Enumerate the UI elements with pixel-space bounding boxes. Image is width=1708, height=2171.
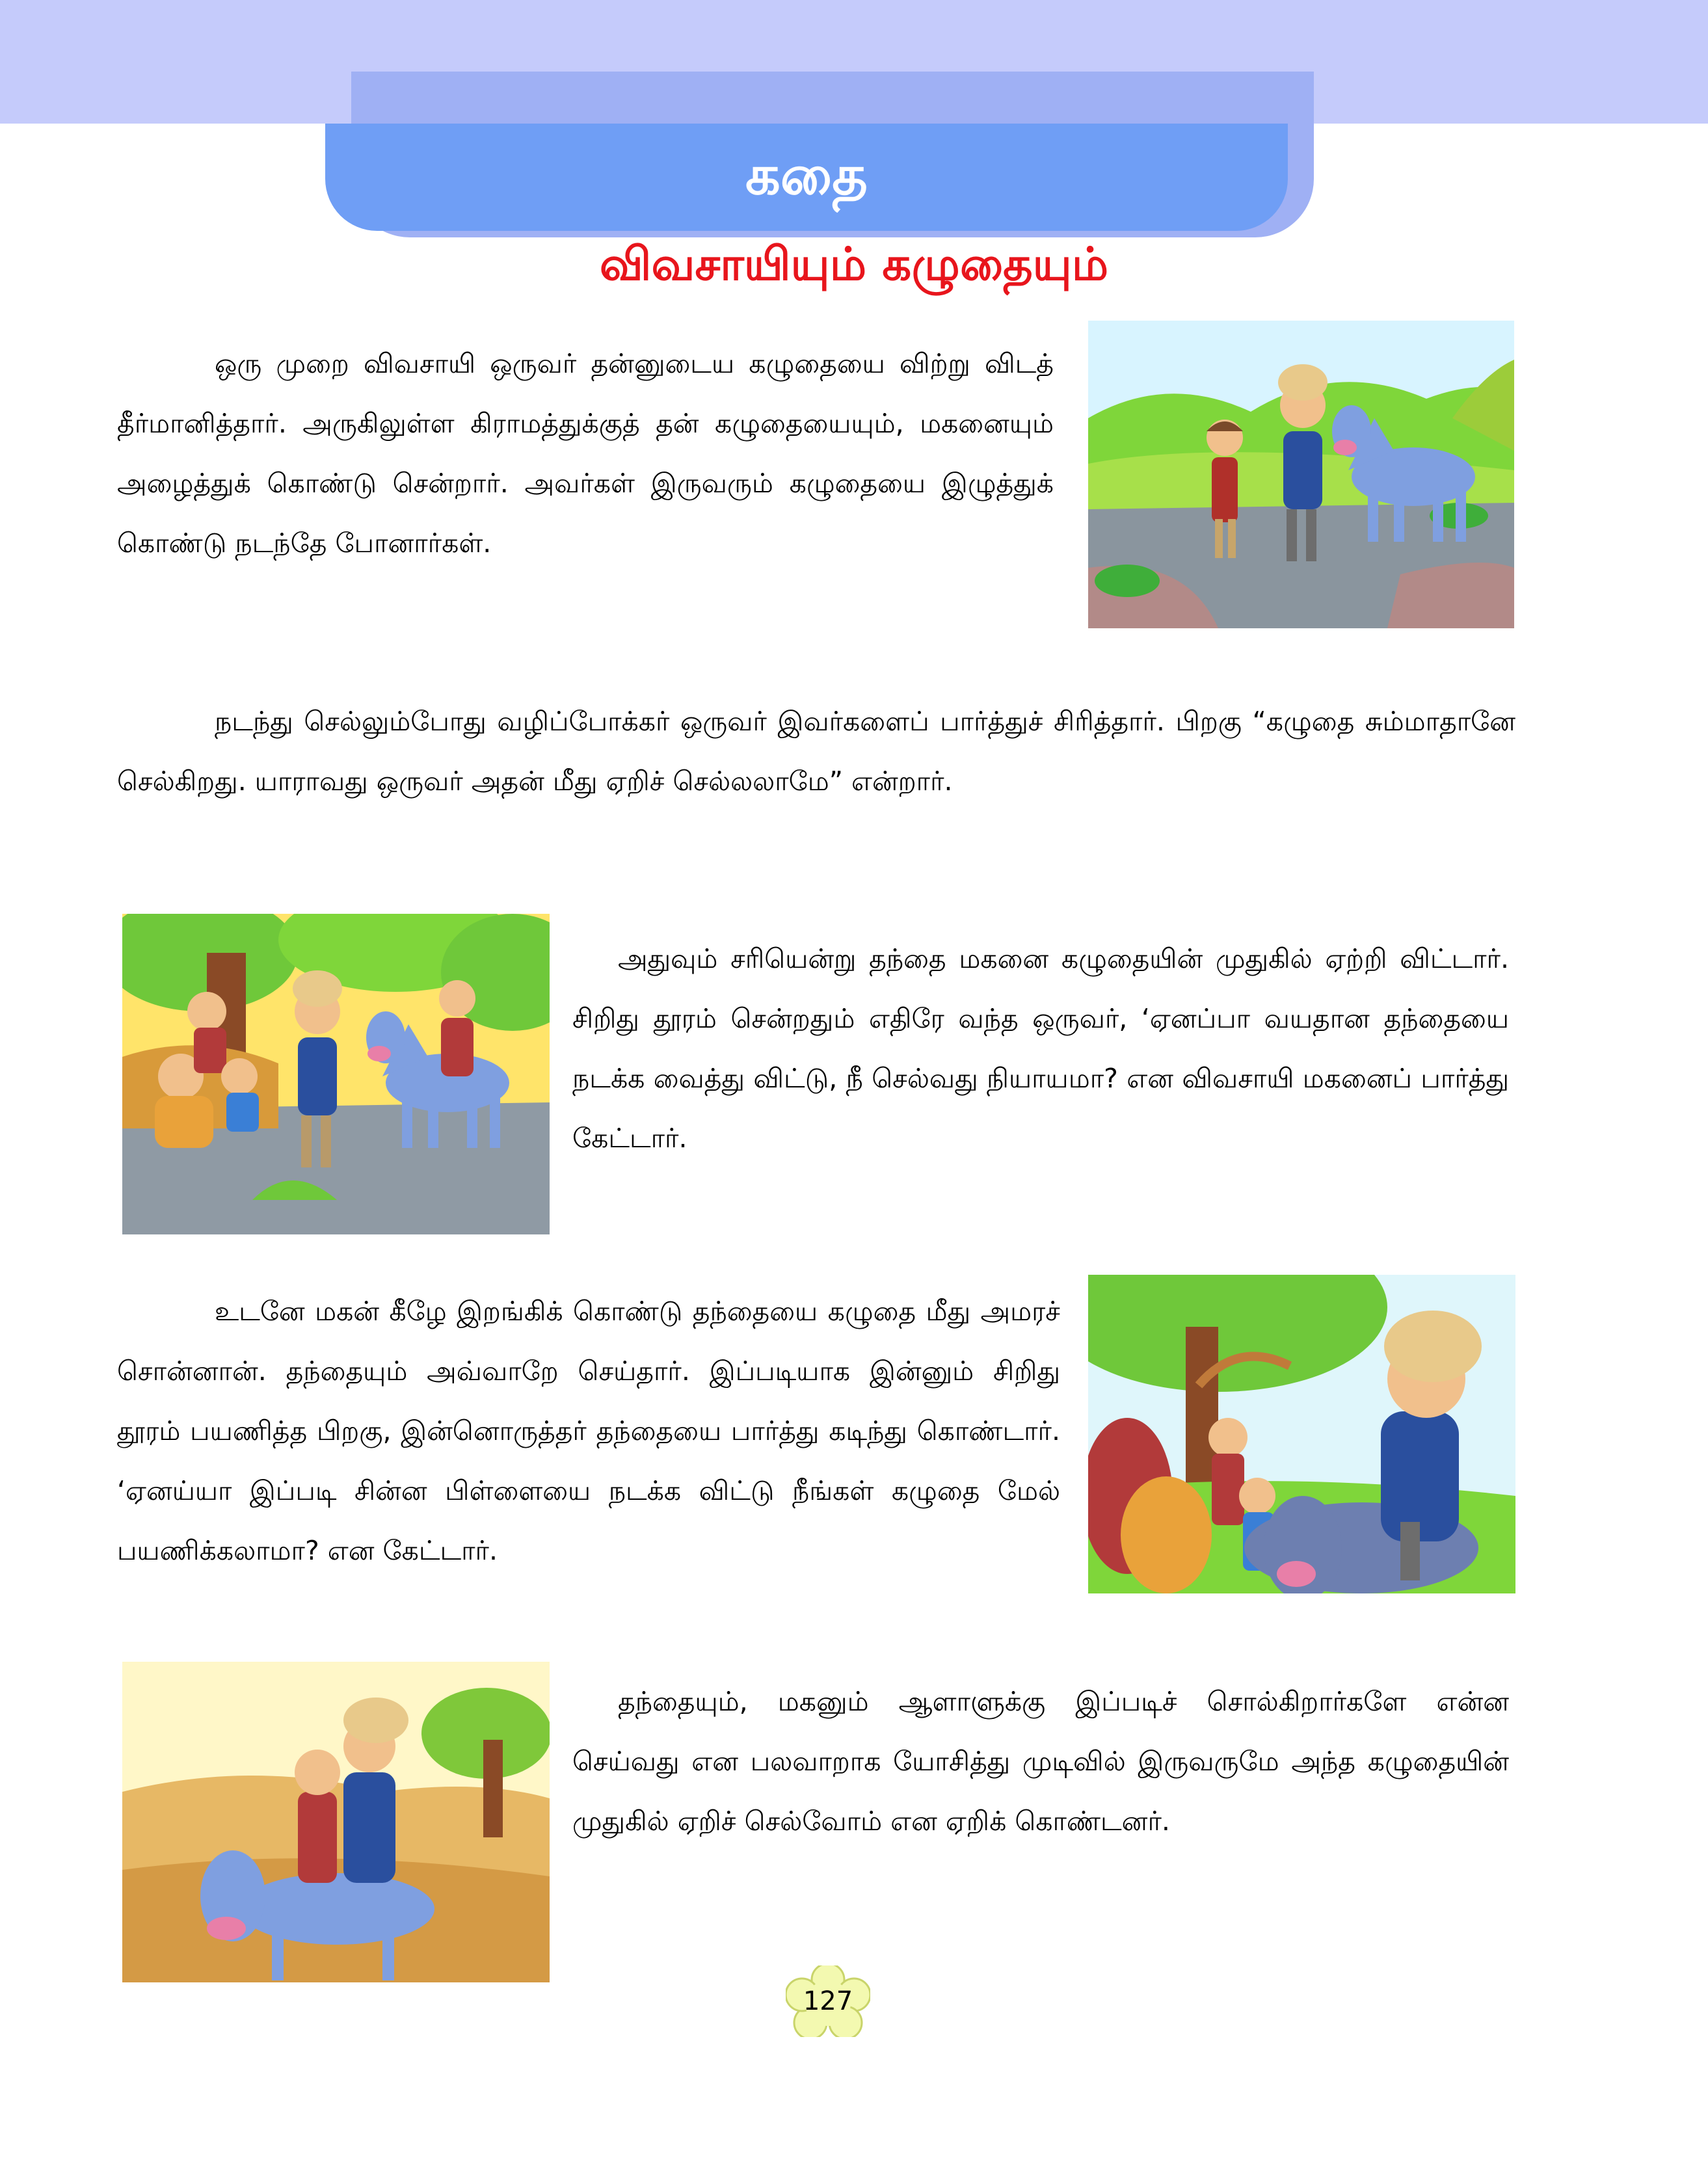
story-paragraph-3: அதுவும் சரியென்று தந்தை மகனை கழுதையின் முதுகில் ஏற்றி விட்டார். சிறிது தூரம் சென்றதும் எதிரே வந்த ஒருவர், ‘ஏனப்பா வயதான தந்தையை நடக்க வைத்து விட்டு, நீ செல்வது நியாயமா? என விவசாயி மகனைப் பார்த்து கேட்டார்.	[572, 943, 1509, 1154]
illustration-father-riding	[1088, 1275, 1515, 1593]
page-number-badge	[786, 1965, 870, 2037]
illustration-walking	[1088, 321, 1514, 628]
story-paragraph-1: ஒரு முறை விவசாயி ஒருவர் தன்னுடைய கழுதையை விற்று விடத் தீர்மானித்தார். அருகிலுள்ள கிராமத்துக்குத் தன் கழுதையையும், மகனையும் அழைத்துக் கொண்டு சென்றார். அவர்கள் இருவரும் கழுதையை இழுத்துக் கொண்டு நடந்தே போனார்கள்.	[117, 348, 1054, 559]
illustration-son-riding	[122, 914, 550, 1234]
story-title: விவசாயியும் கழுதையும்	[599, 237, 1109, 291]
section-title: கதை	[745, 143, 868, 207]
story-paragraph-4: உடனே மகன் கீழே இறங்கிக் கொண்டு தந்தையை கழுதை மீது அமரச் சொன்னான். தந்தையும் அவ்வாறே செய்தார். இப்படியாக இன்னும் சிறிது தூரம் பயணித்த பிறகு, இன்னொருத்தர் தந்தையை பார்த்து கடிந்து கொண்டார். ‘ஏனய்யா இப்படி சின்ன பிள்ளையை நடக்க விட்டு நீங்கள் கழுதை மேல் பயணிக்கலாமா? என கேட்டார்.	[117, 1296, 1060, 1566]
story-paragraph-2: நடந்து செல்லும்போது வழிப்போக்கர் ஒருவர் இவர்களைப் பார்த்துச் சிரித்தார். பிறகு “கழுதை சும்மாதானே செல்கிறது. யாராவது ஒருவர் அதன் மீது ஏறிச் செல்லலாமே” என்றார்.	[117, 706, 1515, 797]
page-number: 127	[803, 1986, 853, 2016]
illustration-both-riding	[122, 1662, 550, 1982]
story-paragraph-5: தந்தையும், மகனும் ஆளாளுக்கு இப்படிச் சொல்கிறார்களே என்ன செய்வது என பலவாறாக யோசித்து முடிவில் இருவருமே அந்த கழுதையின் முதுகில் ஏறிச் செல்வோம் என ஏறிக் கொண்டனர்.	[572, 1686, 1509, 1837]
